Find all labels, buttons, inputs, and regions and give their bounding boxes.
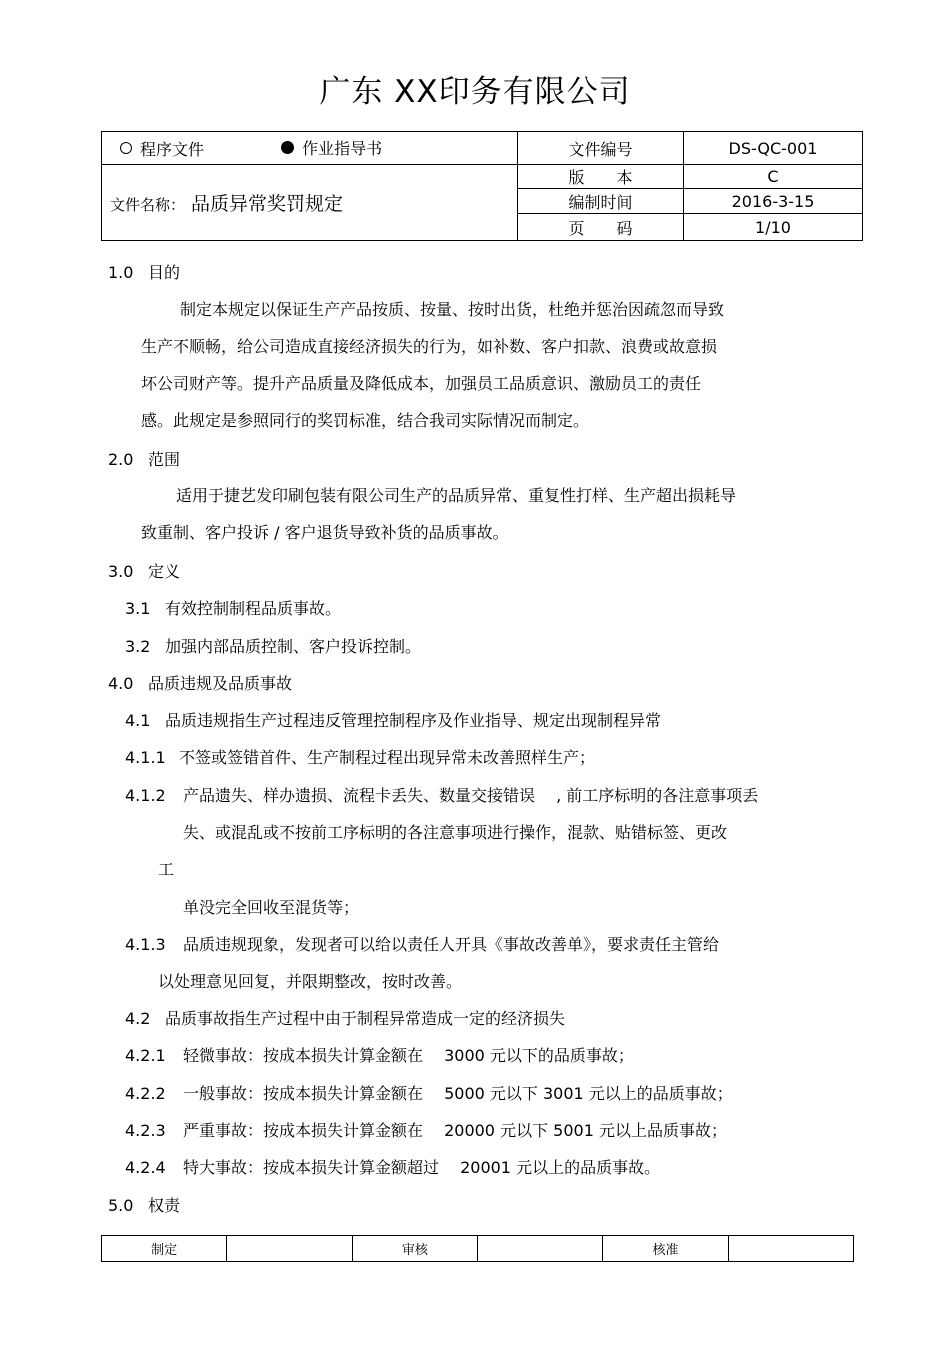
item-number: 4.2.3 xyxy=(125,1121,166,1140)
signature-table xyxy=(101,1235,854,1262)
section-title: 权责 xyxy=(148,1196,181,1215)
item-number: 4.2.4 xyxy=(125,1158,166,1177)
item-number: 4.1.3 xyxy=(125,935,166,954)
section-heading xyxy=(108,447,180,470)
item-number: 4.2 xyxy=(125,1009,151,1028)
paragraph-line: 适用于捷艺发印刷包装有限公司生产的品质异常、重复性打样、生产超出损耗导 xyxy=(176,486,737,505)
list-item xyxy=(125,634,421,657)
item-text: 品质违规指生产过程违反管理控制程序及作业指导、规定出现制程异常 xyxy=(165,711,662,730)
item-text: 加强内部品质控制、客户投诉控制。 xyxy=(165,637,422,656)
paragraph-line: 制定本规定以保证生产产品按质、按量、按时出货，杜绝并惩治因疏忽而导致 xyxy=(180,300,725,319)
paragraph-line: 工 xyxy=(158,860,175,879)
item-number: 4.1.1 xyxy=(125,748,166,767)
section-number: 3.0 xyxy=(108,562,134,581)
section-title: 目的 xyxy=(148,263,181,282)
list-item xyxy=(125,596,341,619)
header-table xyxy=(101,131,863,241)
date-label: 编制时间 xyxy=(518,189,684,214)
option-work-label: 作业指导书 xyxy=(302,139,383,159)
section-heading xyxy=(108,260,180,283)
made-by-label: 制定 xyxy=(102,1236,227,1262)
item-text: 品质事故指生产过程中由于制程异常造成一定的经济损失 xyxy=(165,1009,566,1028)
item-text: 特大事故：按成本损失计算金额超过 20001 元以上的品质事故。 xyxy=(183,1158,661,1177)
item-text: 有效控制制程品质事故。 xyxy=(165,599,342,618)
paragraph-line: 生产不顺畅，给公司造成直接经济损失的行为，如补数、客户扣款、浪费或故意损 xyxy=(141,337,718,356)
doc-type-cell xyxy=(102,132,518,165)
item-text: 不签或签错首件、生产制程过程出现异常未改善照样生产； xyxy=(179,748,596,767)
approved-by-field xyxy=(728,1236,853,1262)
item-number: 4.2.1 xyxy=(125,1046,166,1065)
list-item xyxy=(125,745,595,768)
list-item xyxy=(125,708,661,731)
paragraph-line: 感。此规定是参照同行的奖罚标准，结合我司实际情况而制定。 xyxy=(141,411,590,430)
doc-name-label: 文件名称： xyxy=(110,196,186,214)
section-number: 5.0 xyxy=(108,1196,134,1215)
section-title: 定义 xyxy=(148,562,181,581)
item-text: 品质违规现象，发现者可以给以责任人开具《事故改善单》，要求责任主管给 xyxy=(183,935,720,954)
approved-by-label: 核准 xyxy=(603,1236,728,1262)
doc-name-value: 品质异常奖罚规定 xyxy=(191,193,344,215)
paragraph-line: 失、或混乱或不按前工序标明的各注意事项进行操作，混款、贴错标签、更改 xyxy=(183,823,728,842)
paragraph-line: 单没完全回收至混货等； xyxy=(183,898,360,917)
list-item xyxy=(125,1081,733,1104)
section-title: 范围 xyxy=(148,450,181,469)
item-text: 一般事故：按成本损失计算金额在 5000 元以下 3001 元以上的品质事故； xyxy=(183,1084,733,1103)
radio-empty-icon xyxy=(120,142,132,154)
document-title: 广东 XX印务有限公司 xyxy=(319,74,631,110)
section-title: 品质违规及品质事故 xyxy=(148,674,293,693)
made-by-field xyxy=(227,1236,352,1262)
section-heading xyxy=(108,671,292,694)
section-heading xyxy=(108,1193,180,1216)
doc-no-value: DS-QC-001 xyxy=(684,132,863,165)
list-item xyxy=(125,783,758,806)
paragraph-line: 致重制、客户投诉 / 客户退货导致补货的品质事故。 xyxy=(141,523,509,542)
reviewed-by-label: 审核 xyxy=(352,1236,477,1262)
radio-filled-icon xyxy=(281,141,294,154)
list-item xyxy=(125,1155,660,1178)
item-text: 轻微事故：按成本损失计算金额在 3000 元以下的品质事故； xyxy=(183,1046,634,1065)
version-value: C xyxy=(684,165,863,189)
option-work-instruction[interactable] xyxy=(281,136,382,159)
item-text: 严重事故：按成本损失计算金额在 20000 元以下 5001 元以上品质事故； xyxy=(183,1121,727,1140)
item-number: 3.2 xyxy=(125,637,151,656)
doc-name-cell xyxy=(102,165,518,241)
section-number: 1.0 xyxy=(108,263,134,282)
paragraph-line: 坏公司财产等。提升产品质量及降低成本，加强员工品质意识、激励员工的责任 xyxy=(141,374,702,393)
item-number: 4.1.2 xyxy=(125,786,166,805)
page-value: 1/10 xyxy=(684,214,863,241)
section-heading xyxy=(108,559,180,582)
doc-no-label: 文件编号 xyxy=(518,132,684,165)
item-text: 产品遗失、样办遗损、流程卡丢失、数量交接错误 , 前工序标明的各注意事项丢 xyxy=(183,786,759,805)
paragraph-line: 以处理意见回复，并限期整改，按时改善。 xyxy=(158,972,463,991)
reviewed-by-field xyxy=(477,1236,602,1262)
list-item xyxy=(125,1118,727,1141)
list-item xyxy=(125,1043,634,1066)
section-number: 4.0 xyxy=(108,674,134,693)
section-number: 2.0 xyxy=(108,450,134,469)
option-program-label: 程序文件 xyxy=(140,139,205,159)
list-item xyxy=(125,932,719,955)
page-label: 页 码 xyxy=(518,214,684,241)
list-item xyxy=(125,1006,565,1029)
item-number: 3.1 xyxy=(125,599,151,618)
item-number: 4.2.2 xyxy=(125,1084,166,1103)
option-program-file[interactable] xyxy=(120,137,204,160)
version-label: 版 本 xyxy=(518,165,684,189)
item-number: 4.1 xyxy=(125,711,151,730)
date-value: 2016-3-15 xyxy=(684,189,863,214)
